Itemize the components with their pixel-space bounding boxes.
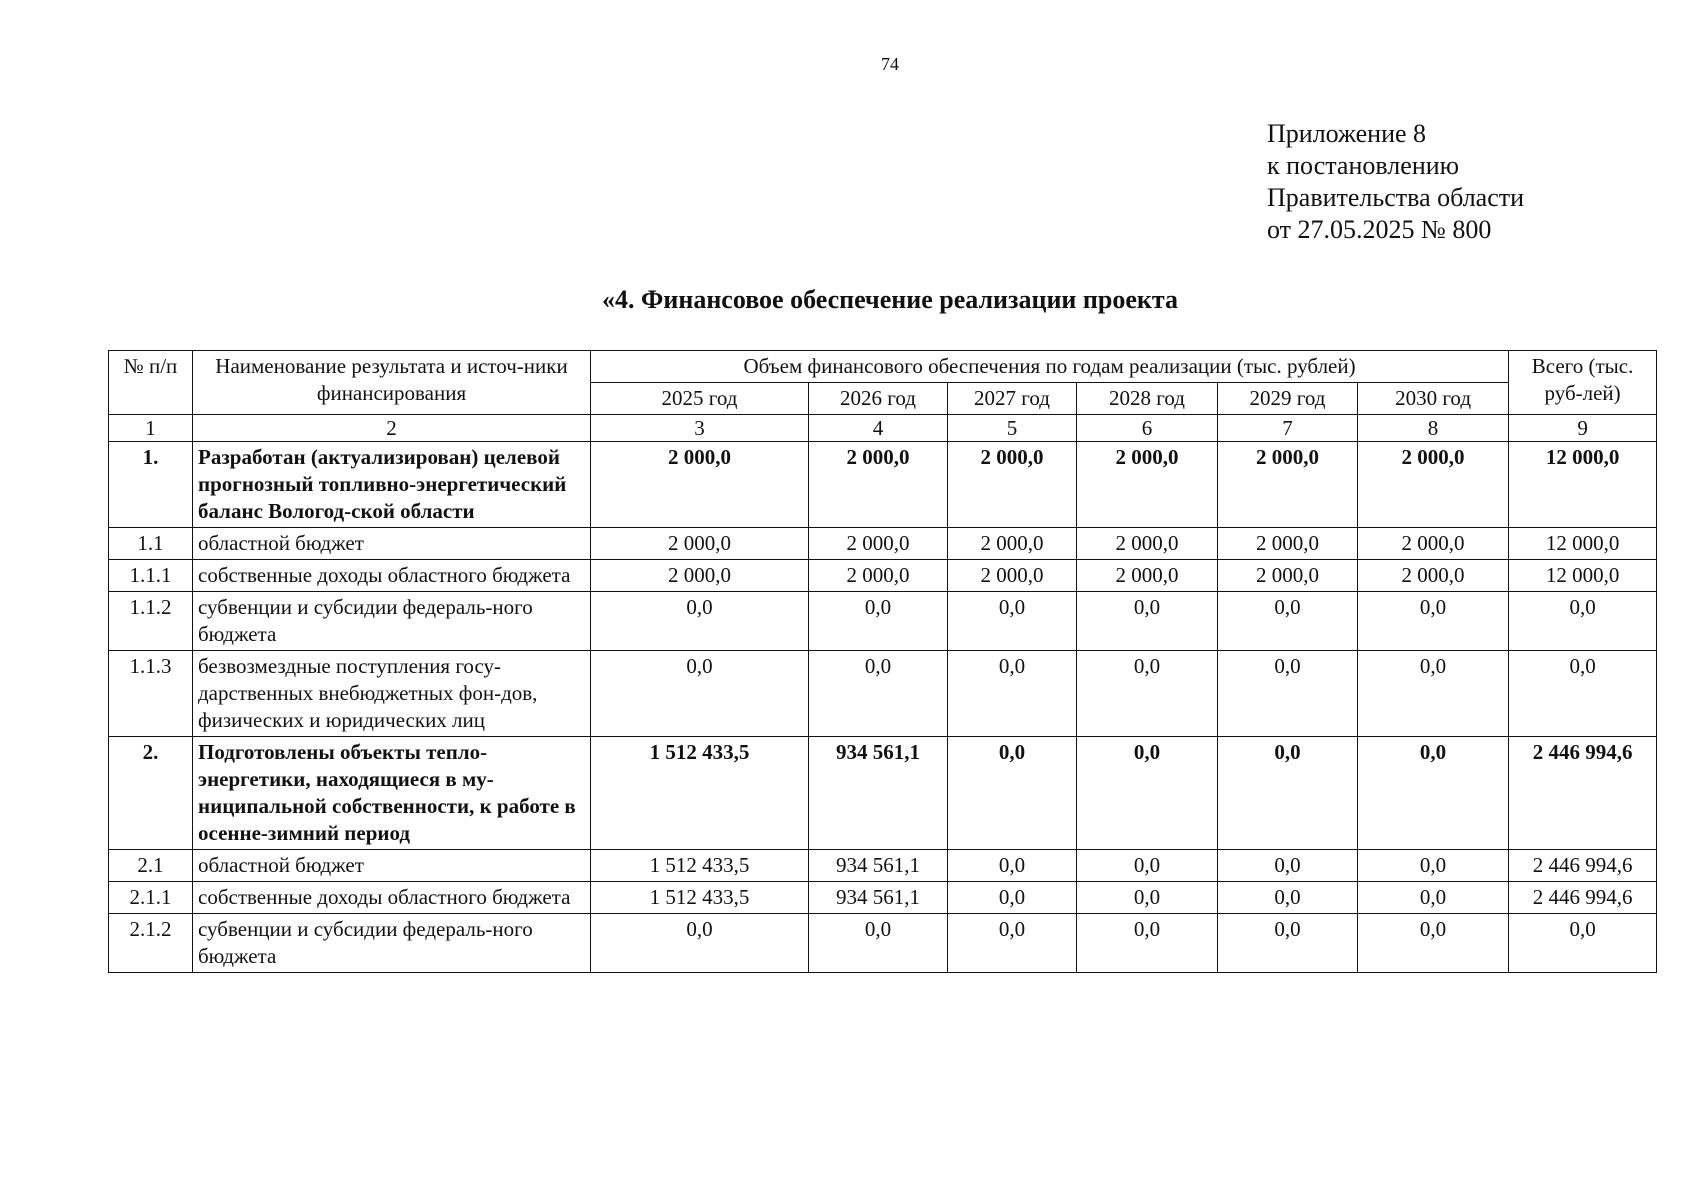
table-row bbox=[109, 528, 1657, 560]
table-row bbox=[109, 737, 1657, 850]
row-year-value: 1 512 433,5 bbox=[591, 882, 809, 914]
row-year-value: 2 000,0 bbox=[1077, 528, 1218, 560]
row-total-value: 2 446 994,6 bbox=[1509, 850, 1657, 882]
table-row bbox=[109, 651, 1657, 737]
row-year-value: 0,0 bbox=[809, 651, 948, 737]
header-name: Наименование результата и источ-ники финансирования bbox=[193, 351, 591, 415]
row-year-value: 0,0 bbox=[948, 651, 1077, 737]
row-year-value: 0,0 bbox=[1077, 914, 1218, 973]
row-year-value: 2 000,0 bbox=[809, 442, 948, 528]
row-year-value: 2 000,0 bbox=[948, 442, 1077, 528]
row-year-value: 0,0 bbox=[948, 737, 1077, 850]
row-total-value: 12 000,0 bbox=[1509, 560, 1657, 592]
row-year-value: 0,0 bbox=[1358, 651, 1509, 737]
appendix-line: от 27.05.2025 № 800 bbox=[1267, 215, 1492, 244]
row-year-value: 0,0 bbox=[1218, 914, 1358, 973]
table-body bbox=[109, 442, 1657, 973]
row-name: собственные доходы областного бюджета bbox=[193, 882, 591, 914]
row-name: областной бюджет bbox=[193, 850, 591, 882]
row-year-value: 934 561,1 bbox=[809, 737, 948, 850]
row-total-value: 0,0 bbox=[1509, 592, 1657, 651]
row-year-value: 2 000,0 bbox=[591, 560, 809, 592]
row-year-value: 0,0 bbox=[1218, 737, 1358, 850]
row-year-value: 0,0 bbox=[591, 914, 809, 973]
column-index: 5 bbox=[948, 415, 1077, 442]
row-number: 1.1.2 bbox=[109, 592, 193, 651]
appendix-line: к постановлению bbox=[1267, 151, 1460, 180]
column-index: 1 bbox=[109, 415, 193, 442]
column-index: 4 bbox=[809, 415, 948, 442]
row-year-value: 2 000,0 bbox=[1077, 560, 1218, 592]
row-name: Разработан (актуализирован) целевой прогнозный топливно-энергетический баланс Вологод-ской области bbox=[193, 442, 591, 528]
table-row bbox=[109, 442, 1657, 528]
row-year-value: 934 561,1 bbox=[809, 850, 948, 882]
row-year-value: 934 561,1 bbox=[809, 882, 948, 914]
row-year-value: 2 000,0 bbox=[1218, 528, 1358, 560]
header-num: № п/п bbox=[109, 351, 193, 415]
header-year: 2027 год bbox=[948, 383, 1077, 415]
row-number: 2.1 bbox=[109, 850, 193, 882]
row-total-value: 2 446 994,6 bbox=[1509, 737, 1657, 850]
row-year-value: 0,0 bbox=[1077, 882, 1218, 914]
column-index: 3 bbox=[591, 415, 809, 442]
row-name: субвенции и субсидии федераль-ного бюджета bbox=[193, 914, 591, 973]
row-year-value: 0,0 bbox=[948, 850, 1077, 882]
header-row bbox=[109, 351, 1657, 383]
row-name: Подготовлены объекты тепло-энергетики, находящиеся в му-ниципальной собственности, к работе в осенне-зимний период bbox=[193, 737, 591, 850]
row-number: 1.1.1 bbox=[109, 560, 193, 592]
row-year-value: 2 000,0 bbox=[1358, 560, 1509, 592]
appendix-line: Приложение 8 bbox=[1267, 119, 1427, 148]
row-year-value: 0,0 bbox=[1358, 592, 1509, 651]
row-year-value: 0,0 bbox=[591, 651, 809, 737]
header-year: 2028 год bbox=[1077, 383, 1218, 415]
row-year-value: 2 000,0 bbox=[1218, 442, 1358, 528]
row-year-value: 0,0 bbox=[1077, 651, 1218, 737]
row-number: 2.1.2 bbox=[109, 914, 193, 973]
row-name: субвенции и субсидии федераль-ного бюджета bbox=[193, 592, 591, 651]
row-year-value: 0,0 bbox=[1077, 737, 1218, 850]
header-year: 2030 год bbox=[1358, 383, 1509, 415]
table-row bbox=[109, 850, 1657, 882]
row-year-value: 0,0 bbox=[1358, 737, 1509, 850]
column-index: 7 bbox=[1218, 415, 1358, 442]
row-year-value: 2 000,0 bbox=[1077, 442, 1218, 528]
column-index: 9 bbox=[1509, 415, 1657, 442]
column-index: 8 bbox=[1358, 415, 1509, 442]
row-year-value: 0,0 bbox=[948, 882, 1077, 914]
table-row bbox=[109, 560, 1657, 592]
row-total-value: 0,0 bbox=[1509, 914, 1657, 973]
appendix-line: Правительства области bbox=[1267, 183, 1525, 212]
row-year-value: 0,0 bbox=[809, 592, 948, 651]
header-group: Объем финансового обеспечения по годам реализации (тыс. рублей) bbox=[591, 351, 1509, 383]
row-name: областной бюджет bbox=[193, 528, 591, 560]
page-number: 74 bbox=[881, 54, 899, 74]
row-year-value: 2 000,0 bbox=[809, 528, 948, 560]
row-total-value: 2 446 994,6 bbox=[1509, 882, 1657, 914]
row-name: безвозмездные поступления госу-дарственных внебюджетных фон-дов, физических и юридических лиц bbox=[193, 651, 591, 737]
header-total: Всего (тыс. руб-лей) bbox=[1509, 351, 1657, 415]
row-year-value: 0,0 bbox=[1358, 850, 1509, 882]
row-number: 1. bbox=[109, 442, 193, 528]
row-year-value: 0,0 bbox=[591, 592, 809, 651]
row-year-value: 0,0 bbox=[948, 592, 1077, 651]
table-row bbox=[109, 882, 1657, 914]
row-year-value: 0,0 bbox=[1218, 651, 1358, 737]
column-index: 6 bbox=[1077, 415, 1218, 442]
row-year-value: 0,0 bbox=[1218, 850, 1358, 882]
row-year-value: 0,0 bbox=[1218, 882, 1358, 914]
row-total-value: 12 000,0 bbox=[1509, 528, 1657, 560]
row-number: 2. bbox=[109, 737, 193, 850]
row-year-value: 1 512 433,5 bbox=[591, 850, 809, 882]
row-year-value: 2 000,0 bbox=[948, 528, 1077, 560]
column-index: 2 bbox=[193, 415, 591, 442]
row-year-value: 0,0 bbox=[1358, 914, 1509, 973]
header-year: 2029 год bbox=[1218, 383, 1358, 415]
row-name: собственные доходы областного бюджета bbox=[193, 560, 591, 592]
row-number: 1.1.3 bbox=[109, 651, 193, 737]
row-year-value: 2 000,0 bbox=[1218, 560, 1358, 592]
row-total-value: 12 000,0 bbox=[1509, 442, 1657, 528]
row-year-value: 2 000,0 bbox=[591, 442, 809, 528]
appendix-block bbox=[1267, 118, 1524, 246]
row-year-value: 0,0 bbox=[1218, 592, 1358, 651]
row-year-value: 0,0 bbox=[1077, 850, 1218, 882]
row-total-value: 0,0 bbox=[1509, 651, 1657, 737]
row-year-value: 2 000,0 bbox=[1358, 528, 1509, 560]
document-title: «4. Финансовое обеспечение реализации проекта bbox=[602, 285, 1178, 314]
row-year-value: 0,0 bbox=[948, 914, 1077, 973]
row-year-value: 2 000,0 bbox=[948, 560, 1077, 592]
row-year-value: 0,0 bbox=[809, 914, 948, 973]
row-year-value: 1 512 433,5 bbox=[591, 737, 809, 850]
row-year-value: 2 000,0 bbox=[591, 528, 809, 560]
row-year-value: 2 000,0 bbox=[809, 560, 948, 592]
row-number: 2.1.1 bbox=[109, 882, 193, 914]
table-row bbox=[109, 914, 1657, 973]
row-number: 1.1 bbox=[109, 528, 193, 560]
row-year-value: 2 000,0 bbox=[1358, 442, 1509, 528]
row-year-value: 0,0 bbox=[1358, 882, 1509, 914]
column-index-row bbox=[109, 415, 1657, 442]
financing-table bbox=[108, 350, 1657, 973]
row-year-value: 0,0 bbox=[1077, 592, 1218, 651]
header-year: 2026 год bbox=[809, 383, 948, 415]
table-row bbox=[109, 592, 1657, 651]
header-year: 2025 год bbox=[591, 383, 809, 415]
